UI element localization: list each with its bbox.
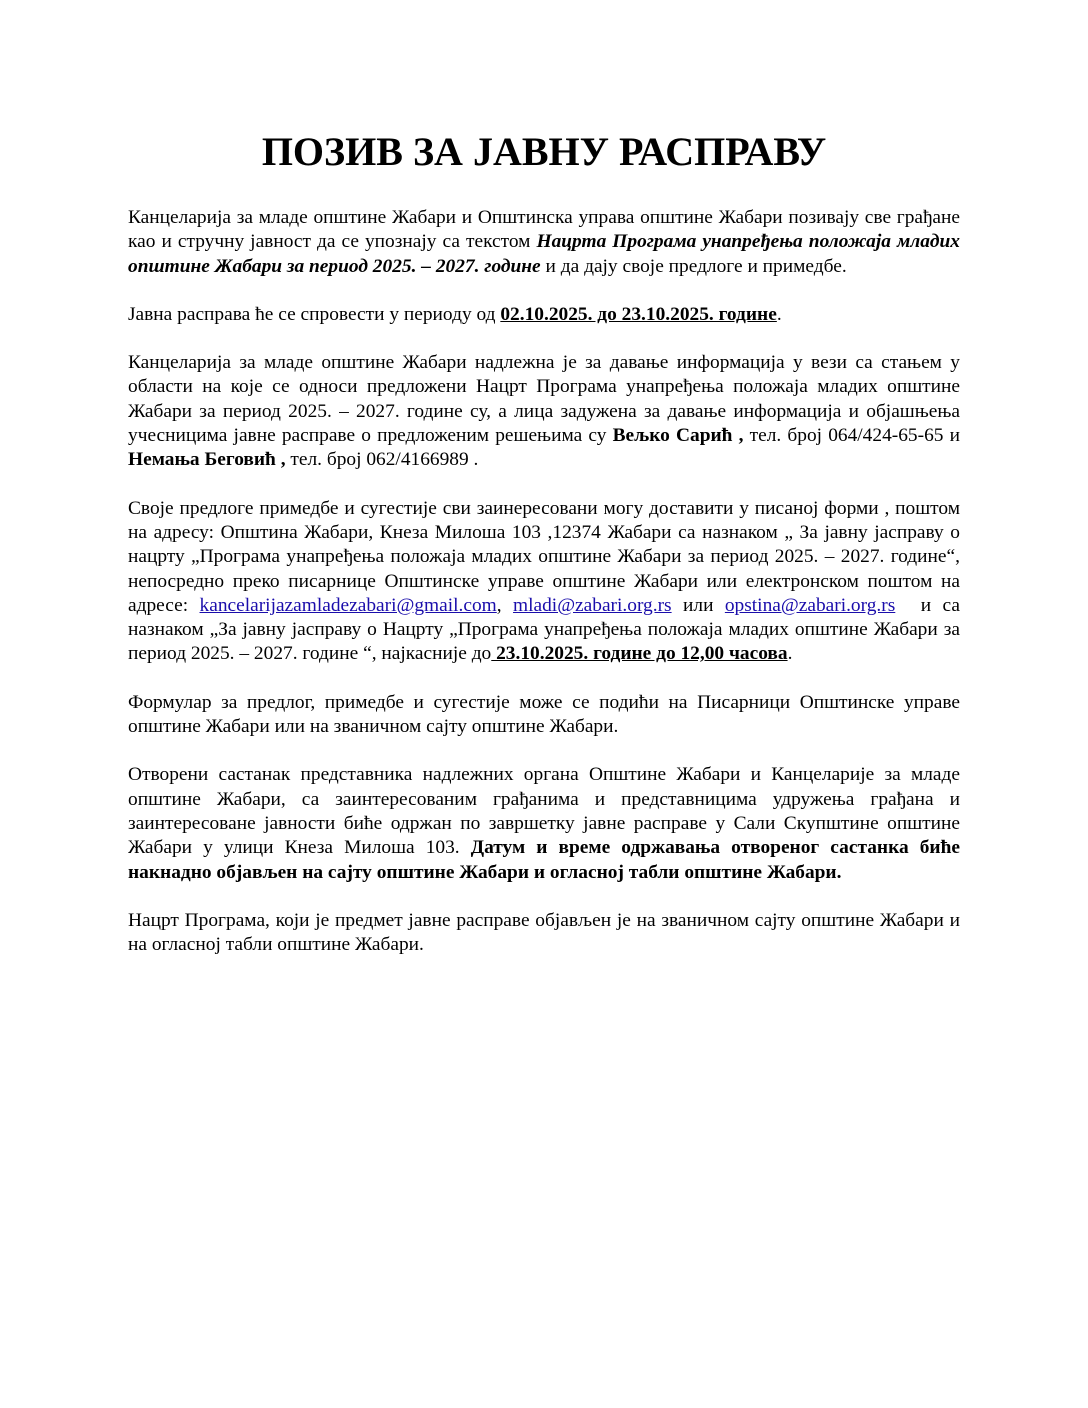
email-link-kancelarija[interactable]: kancelarijazamladezabari@gmail.com	[199, 594, 497, 616]
program-title: Нацрта Програма унапређења положаја младих општине Жабари за период 2025. – 2027. године	[128, 231, 960, 277]
contact-person-1: Вељко Сарић ,	[612, 425, 744, 447]
or-text: или	[683, 594, 714, 616]
meeting-text: Отворени састанак представника надлежних органа Општине Жабари и Канцеларије за младе општине Жабари, са заинтересованим грађанима и представницима удружења грађана и заинтересоване јавности биће одржан по завршетку јавне расправе у Сали Скупштине општине Жабари у улици Кнеза Милоша 103.	[128, 764, 960, 859]
email-link-mladi[interactable]: mladi@zabari.org.rs	[513, 594, 672, 616]
meeting-announcement: Датум и време одржавања отвореног састанка биће накнадно објављен на сајту општине Жабари и огласној табли општине Жабари.	[128, 837, 960, 883]
paragraph-submission	[128, 497, 960, 667]
paragraph-meeting	[128, 763, 960, 884]
submission-deadline: 23.10.2025. године до 12,00 часова	[491, 643, 788, 665]
submission-label-text: и са назнаком „За јавну јасправу о Нацрту „Програма унапређења положаја младих општине Жабари за период 2025. – 2027. године “, најкасније до	[128, 594, 960, 665]
contact-phone-1: тел. број 064/424-65-65 и	[749, 425, 960, 447]
paragraph-form: Формулар за предлог, примедбе и сугестије може се подићи на Писарници Општинске управе општине Жабари или на званичном сајту општине Жабари.	[128, 691, 960, 738]
period-text: Јавна расправа ће се спровести у периоду од	[128, 303, 496, 325]
paragraph-publication: Нацрт Програма, који је предмет јавне расправе објављен је на званичном сајту општине Жабари и на огласној табли општине Жабари.	[128, 909, 960, 956]
period-dates: 02.10.2025. до 23.10.2025. године	[500, 303, 777, 325]
email-link-opstina[interactable]: opstina@zabari.org.rs	[724, 594, 896, 616]
contact-person-2: Немања Беговић ,	[128, 449, 286, 471]
contacts-text: Канцеларија за младе општине Жабари надлежна је за давање информација у вези са стањем у области на које се односи предложени Нацрт Програма унапређења положаја младих општине Жабари за период 2025. – 2027. године су, а лица задужена за давање информација и објашњења учесницима јавне расправе о предложеним решењима су	[128, 352, 960, 447]
page-title: ПОЗИВ ЗА ЈАВНУ РАСПРАВУ	[261, 129, 827, 174]
submission-text: Своје предлоге примедбе и сугестије сви заинересовани могу доставити у писаној форми , поштом на адресу: Општина Жабари, Кнеза Милоша 103 ,12374 Жабари са назнаком „ За јавну јасправу о нацрту „Програма унапређења положаја младих општине Жабари за период 2025. – 2027. године“, непосредно преко писарнице Општинске управе општине Жабари или електронском поштом на адресе:	[128, 497, 960, 616]
paragraph-invitation	[128, 206, 960, 279]
paragraph-contacts	[128, 351, 960, 472]
submission-end: .	[787, 643, 793, 665]
invitation-end: и да дају своје предлоге и примедбе.	[545, 255, 847, 277]
contact-phone-2: тел. број 062/4166989 .	[290, 449, 479, 471]
paragraph-period	[128, 303, 960, 327]
document-page	[128, 128, 960, 981]
email-separator: ,	[496, 594, 502, 616]
invitation-text: Канцеларија за младе општине Жабари и Општинска управа општине Жабари позивају све грађане као и стручну јавност да се упознају са текстом	[128, 207, 960, 253]
period-end: .	[776, 303, 782, 325]
